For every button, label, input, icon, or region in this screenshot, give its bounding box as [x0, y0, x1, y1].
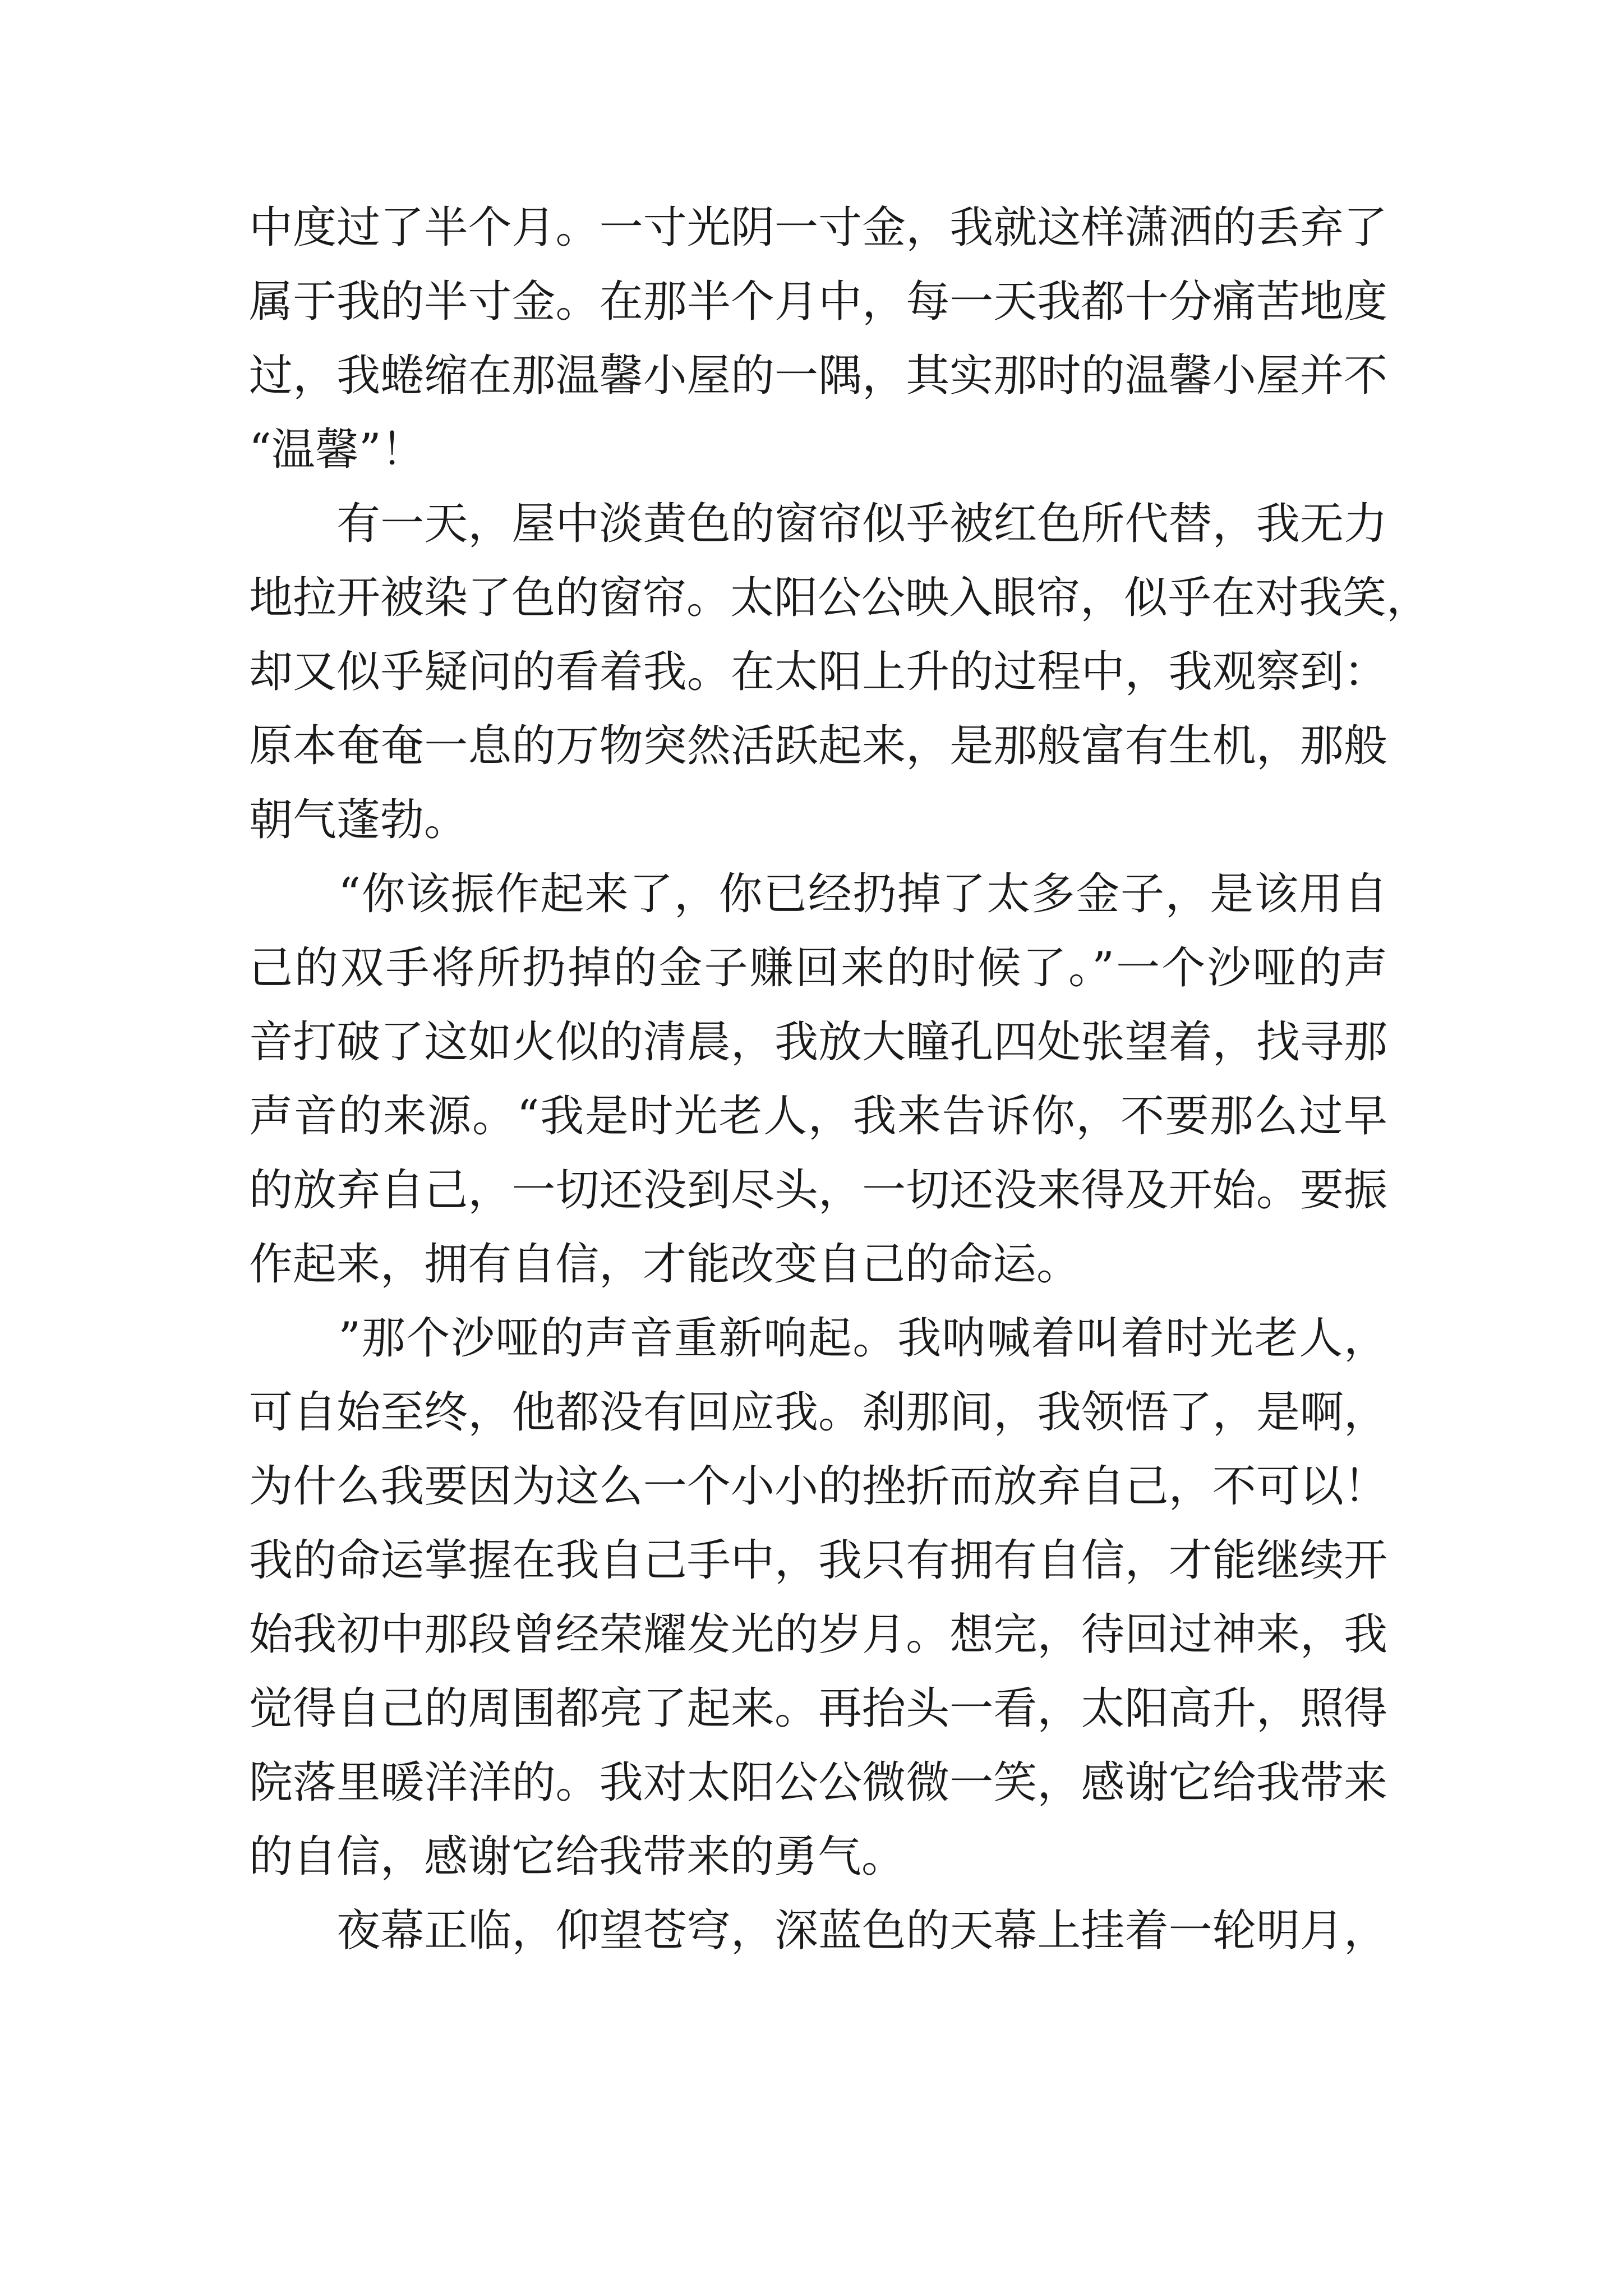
text-line-18: 为什么我要因为这么一个小小的挫折而放弃自己，不可以！: [249, 1461, 1387, 1512]
text-line-2: 属于我的半寸金。在那半个月中，每一天我都十分痛苦地度: [249, 277, 1387, 327]
text-line-8: 原本奄奄一息的万物突然活跃起来，是那般富有生机，那般: [249, 721, 1387, 771]
text-line-10: “你该振作起来了，你已经扔掉了太多金子，是该用自: [249, 869, 1387, 919]
text-line-22: 院落里暖洋洋的。我对太阳公公微微一笑，感谢它给我带来: [249, 1757, 1387, 1808]
text-line-1: 中度过了半个月。一寸光阴一寸金，我就这样潇洒的丢弃了: [249, 203, 1387, 253]
text-line-14: 的放弃自己，一切还没到尽头，一切还没来得及开始。要振: [249, 1165, 1387, 1216]
text-line-20: 始我初中那段曾经荣耀发光的岁月。想完，待回过神来，我: [249, 1609, 1387, 1660]
text-line-11: 己的双手将所扔掉的金子赚回来的时候了。”一个沙哑的声: [249, 943, 1387, 993]
text-line-21: 觉得自己的周围都亮了起来。再抬头一看，太阳高升，照得: [249, 1683, 1387, 1734]
text-line-7: 却又似乎疑问的看着我。在太阳上升的过程中，我观察到：: [249, 647, 1387, 697]
text-line-9: 朝气蓬勃。: [249, 795, 468, 845]
text-line-5: 有一天，屋中淡黄色的窗帘似乎被红色所代替，我无力: [249, 499, 1387, 549]
text-line-6: 地拉开被染了色的窗帘。太阳公公映入眼帘，似乎在对我笑，: [249, 573, 1431, 623]
text-line-3: 过，我蜷缩在那温馨小屋的一隅，其实那时的温馨小屋并不: [249, 351, 1387, 401]
text-line-16: ”那个沙哑的声音重新响起。我呐喊着叫着时光老人，: [249, 1313, 1387, 1364]
text-line-23: 的自信，感谢它给我带来的勇气。: [249, 1832, 906, 1882]
text-line-13: 声音的来源。“我是时光老人，我来告诉你，不要那么过早: [249, 1091, 1387, 1142]
text-line-24: 夜幕正临，仰望苍穹，深蓝色的天幕上挂着一轮明月，: [249, 1906, 1387, 1956]
text-line-15: 作起来，拥有自信，才能改变自己的命运。: [249, 1239, 1081, 1290]
text-line-4: “温馨”！: [249, 425, 425, 475]
text-line-19: 我的命运掌握在我自己手中，我只有拥有自信，才能继续开: [249, 1535, 1387, 1586]
text-line-17: 可自始至终，他都没有回应我。刹那间，我领悟了，是啊，: [249, 1387, 1387, 1438]
text-line-12: 音打破了这如火似的清晨，我放大瞳孔四处张望着，找寻那: [249, 1017, 1387, 1068]
